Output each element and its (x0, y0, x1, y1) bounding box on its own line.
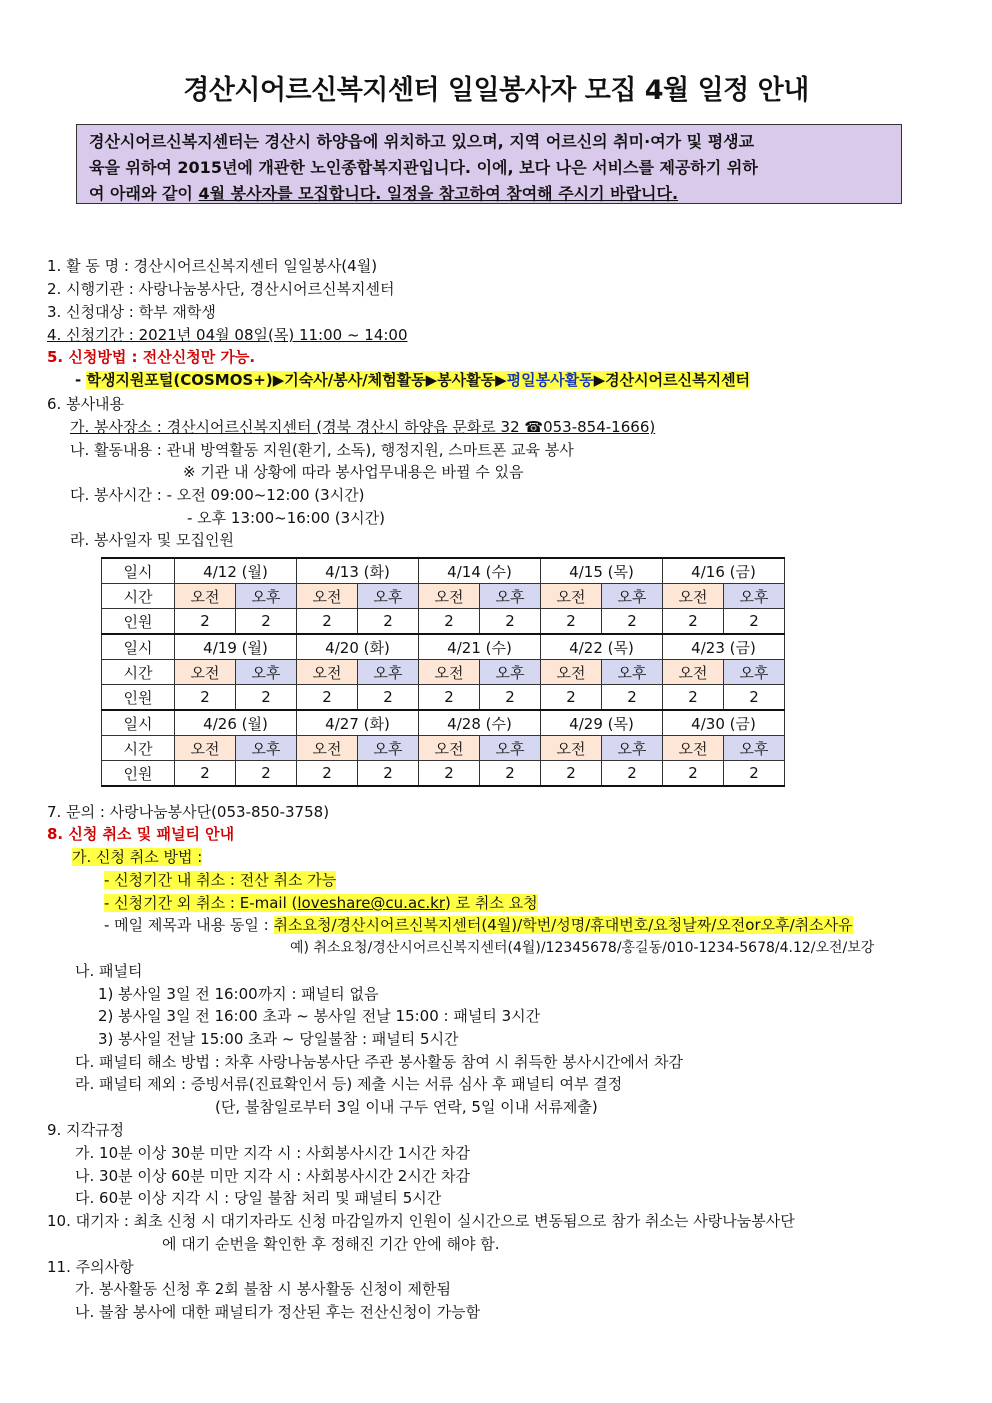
people-count: 2 (297, 609, 358, 635)
item-6d-schedule: 라. 봉사일자 및 모집인원 (70, 531, 234, 549)
people-count: 2 (297, 685, 358, 711)
schedule-date-row (102, 558, 785, 584)
slot-am: 오전 (663, 660, 724, 685)
schedule-date-row (102, 710, 785, 736)
item-8a3-example: 예) 취소요청/경산시어르신복지센터(4월)/12345678/홍길동/010-1234-5678/4.12/오전/보강 (290, 940, 875, 956)
people-count: 2 (663, 685, 724, 711)
label-date: 일시 (102, 634, 175, 660)
item-8a-text: 가. 신청 취소 방법 : (72, 848, 203, 866)
slot-pm: 오후 (480, 736, 541, 761)
item-8a3-format: 취소요청/경산시어르신복지센터(4월)/학번/성명/휴대번호/요청날짜/오전or오후/취소사유 (273, 916, 853, 934)
item-8d-exclusion: 라. 패널티 제외 : 증빙서류(진료확인서 등) 제출 시는 서류 심사 후 패널티 여부 결정 (75, 1075, 623, 1093)
people-count: 2 (236, 761, 297, 787)
schedule-date: 4/12 (월) (175, 558, 297, 584)
people-count: 2 (663, 609, 724, 635)
item-3-target: 3. 신청대상 : 학부 재학생 (47, 303, 216, 321)
item-8a2-suffix: ) 로 취소 요청 (445, 894, 538, 912)
people-count: 2 (419, 685, 480, 711)
label-people: 인원 (102, 761, 175, 787)
item-11b: 나. 불참 봉사에 대한 패널티가 정산된 후는 전산신청이 가능함 (75, 1303, 481, 1321)
slot-am: 오전 (175, 660, 236, 685)
slot-am: 오전 (663, 584, 724, 609)
slot-am: 오전 (663, 736, 724, 761)
people-count: 2 (541, 685, 602, 711)
item-7-inquiry: 7. 문의 : 사랑나눔봉사단(053-850-3758) (47, 803, 330, 821)
slot-pm: 오후 (236, 660, 297, 685)
people-count: 2 (480, 609, 541, 635)
item-8-cancel-penalty: 8. 신청 취소 및 패널티 안내 (47, 825, 235, 843)
schedule-date-row (102, 634, 785, 660)
item-9-late: 9. 지각규정 (47, 1121, 125, 1139)
item-1-activity-name: 1. 활 동 명 : 경산시어르신복지센터 일일봉사(4월) (47, 257, 378, 275)
schedule-time-row (102, 736, 785, 761)
intro-line-1: 경산시어르신복지센터는 경산시 하양읍에 위치하고 있으며, 지역 어르신의 취미·여가 및 평생교 (89, 132, 755, 151)
item-11-caution: 11. 주의사항 (47, 1258, 134, 1276)
email-link[interactable]: loveshare@cu.ac.kr (297, 894, 446, 912)
item-4-period: 4. 신청기간 : 2021년 04월 08일(목) 11:00 ~ 14:00 (47, 326, 408, 344)
schedule-table (101, 557, 785, 787)
schedule-date: 4/20 (화) (297, 634, 419, 660)
item-8a-cancel-method (72, 847, 202, 867)
item-8a3 (104, 915, 853, 935)
slot-pm: 오후 (724, 660, 785, 685)
people-count: 2 (663, 761, 724, 787)
item-8b-penalty: 나. 패널티 (75, 962, 143, 980)
slot-pm: 오후 (480, 660, 541, 685)
slot-am: 오전 (541, 584, 602, 609)
slot-pm: 오후 (236, 584, 297, 609)
slot-pm: 오후 (724, 584, 785, 609)
item-6c-time: 다. 봉사시간 : - 오전 09:00~12:00 (3시간) (70, 486, 365, 504)
people-count: 2 (175, 609, 236, 635)
item-9c: 다. 60분 이상 지각 시 : 당일 불참 처리 및 패널티 5시간 (75, 1189, 442, 1207)
schedule-people-row (102, 609, 785, 635)
people-count: 2 (419, 761, 480, 787)
label-date: 일시 (102, 710, 175, 736)
slot-am: 오전 (175, 584, 236, 609)
slot-pm: 오후 (236, 736, 297, 761)
people-count: 2 (602, 685, 663, 711)
people-count: 2 (358, 609, 419, 635)
label-date: 일시 (102, 558, 175, 584)
path-part-c: ▶경산시어르신복지센터 (593, 371, 751, 389)
item-10-waitlist-cont: 에 대기 순번을 확인한 후 정해진 기간 안에 해야 함. (162, 1235, 500, 1253)
intro-line-3-underlined: 4월 봉사자를 모집합니다. 일정을 참고하여 참여해 주시기 바랍니다. (198, 184, 679, 203)
people-count: 2 (541, 609, 602, 635)
people-count: 2 (724, 761, 785, 787)
schedule-date: 4/28 (수) (419, 710, 541, 736)
item-8c-resolve: 다. 패널티 해소 방법 : 차후 사랑나눔봉사단 주관 봉사활동 참여 시 취득한 봉사시간에서 차감 (75, 1053, 683, 1071)
item-6a-location: 가. 봉사장소 : 경산시어르신복지센터 (경북 경산시 하양읍 문화로 32 ☎053-854-1666) (70, 418, 656, 436)
schedule-date: 4/26 (월) (175, 710, 297, 736)
schedule-date: 4/22 (목) (541, 634, 663, 660)
slot-am: 오전 (297, 584, 358, 609)
slot-am: 오전 (541, 660, 602, 685)
people-count: 2 (724, 609, 785, 635)
people-count: 2 (602, 609, 663, 635)
people-count: 2 (236, 609, 297, 635)
intro-line-3-prefix: 여 아래와 같이 (89, 184, 199, 203)
people-count: 2 (419, 609, 480, 635)
label-people: 인원 (102, 609, 175, 635)
people-count: 2 (297, 761, 358, 787)
item-8a1 (104, 870, 336, 890)
schedule-date: 4/14 (수) (419, 558, 541, 584)
people-count: 2 (175, 685, 236, 711)
label-time: 시간 (102, 736, 175, 761)
item-5-method: 5. 신청방법 : 전산신청만 가능. (47, 348, 256, 366)
item-8b1: 1) 봉사일 3일 전 16:00까지 : 패널티 없음 (98, 985, 379, 1003)
people-count: 2 (724, 685, 785, 711)
intro-line-3 (89, 181, 889, 207)
people-count: 2 (480, 761, 541, 787)
item-6c-time-pm: - 오후 13:00~16:00 (3시간) (187, 509, 385, 527)
slot-am: 오전 (541, 736, 602, 761)
item-6b-note: ※ 기관 내 상황에 따라 봉사업무내용은 바뀔 수 있음 (183, 463, 524, 481)
slot-pm: 오후 (602, 660, 663, 685)
item-8d-note: (단, 불참일로부터 3일 이내 구두 연락, 5일 이내 서류제출) (215, 1098, 598, 1116)
item-6b-activity: 나. 활동내용 : 관내 방역활동 지원(환기, 소독), 행정지원, 스마트폰 교육 봉사 (70, 441, 574, 459)
item-2-organizer: 2. 시행기관 : 사랑나눔봉사단, 경산시어르신복지센터 (47, 280, 395, 298)
item-8b2: 2) 봉사일 3일 전 16:00 초과 ~ 봉사일 전날 15:00 : 패널티 3시간 (98, 1007, 541, 1025)
item-8a2-prefix: - 신청기간 외 취소 : E-mail ( (104, 894, 298, 912)
item-8a1-text: - 신청기간 내 취소 : 전산 취소 가능 (104, 871, 337, 889)
people-count: 2 (358, 685, 419, 711)
item-9a: 가. 10분 이상 30분 미만 지각 시 : 사회봉사시간 1시간 차감 (75, 1144, 471, 1162)
people-count: 2 (358, 761, 419, 787)
slot-pm: 오후 (358, 660, 419, 685)
intro-line-2: 육을 위하여 2015년에 개관한 노인종합복지관입니다. 이에, 보다 나은 서비스를 제공하기 위하 (89, 158, 758, 177)
schedule-date: 4/16 (금) (663, 558, 785, 584)
item-10-waitlist: 10. 대기자 : 최초 신청 시 대기자라도 신청 마감일까지 인원이 실시간으로 변동됨으로 참가 취소는 사랑나눔봉사단 (47, 1212, 795, 1230)
schedule-time-row (102, 584, 785, 609)
schedule-date: 4/13 (화) (297, 558, 419, 584)
item-6-content: 6. 봉사내용 (47, 395, 125, 413)
slot-pm: 오후 (602, 584, 663, 609)
slot-am: 오전 (175, 736, 236, 761)
schedule-date: 4/23 (금) (663, 634, 785, 660)
item-11a: 가. 봉사활동 신청 후 2회 불참 시 봉사활동 신청이 제한됨 (75, 1280, 452, 1298)
people-count: 2 (541, 761, 602, 787)
slot-am: 오전 (419, 660, 480, 685)
schedule-people-row (102, 685, 785, 711)
schedule-time-row (102, 660, 785, 685)
item-8a2 (104, 893, 538, 913)
schedule-date: 4/19 (월) (175, 634, 297, 660)
slot-pm: 오후 (358, 736, 419, 761)
item-8a3-prefix: - 메일 제목과 내용 동일 : (104, 916, 274, 934)
schedule-date: 4/21 (수) (419, 634, 541, 660)
label-time: 시간 (102, 584, 175, 609)
slot-pm: 오후 (602, 736, 663, 761)
path-part-b: 평일봉사활동 (506, 371, 594, 389)
intro-box (76, 124, 902, 204)
label-time: 시간 (102, 660, 175, 685)
slot-pm: 오후 (358, 584, 419, 609)
path-dash: - (75, 371, 87, 389)
slot-am: 오전 (419, 736, 480, 761)
people-count: 2 (175, 761, 236, 787)
page-title: 경산시어르신복지센터 일일봉사자 모집 4월 일정 안내 (183, 75, 809, 106)
item-9b: 나. 30분 이상 60분 미만 지각 시 : 사회봉사시간 2시간 차감 (75, 1167, 471, 1185)
slot-pm: 오후 (724, 736, 785, 761)
slot-am: 오전 (419, 584, 480, 609)
path-part-a: 학생지원포털(COSMOS+)▶기숙사/봉사/체험활동▶봉사활동▶ (86, 371, 507, 389)
schedule-people-row (102, 761, 785, 787)
people-count: 2 (602, 761, 663, 787)
schedule-date: 4/29 (목) (541, 710, 663, 736)
label-people: 인원 (102, 685, 175, 711)
slot-am: 오전 (297, 736, 358, 761)
people-count: 2 (236, 685, 297, 711)
slot-am: 오전 (297, 660, 358, 685)
schedule-date: 4/30 (금) (663, 710, 785, 736)
slot-pm: 오후 (480, 584, 541, 609)
schedule-date: 4/27 (화) (297, 710, 419, 736)
people-count: 2 (480, 685, 541, 711)
item-8b3: 3) 봉사일 전날 15:00 초과 ~ 당일불참 : 패널티 5시간 (98, 1030, 459, 1048)
schedule-date: 4/15 (목) (541, 558, 663, 584)
application-path (75, 370, 750, 390)
